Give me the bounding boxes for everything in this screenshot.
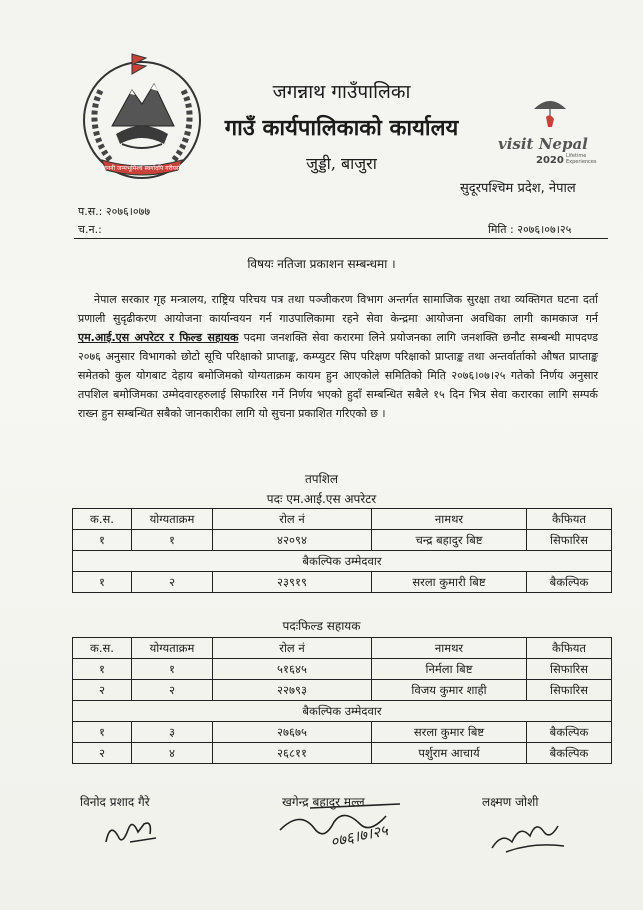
visit-year: 2020 [536,155,564,166]
alternate-heading-row [73,701,612,722]
table-row [73,659,612,680]
cell-rank: २ [132,680,213,701]
cell-sn: १ [73,659,132,680]
ref-chalani-number: च.न.: [78,223,102,236]
signatory-center-name: खगेन्द्र बहादुर मल्ल [282,795,365,809]
signatory-left-name: विनोद प्रशाद गैरे [80,795,150,809]
col-header-rank: योग्यताक्रम [132,509,213,530]
cell-rank: ३ [132,722,213,743]
cell-rank: १ [132,530,213,551]
umbrella-icon [530,95,570,129]
cell-name: सरला कुमारी बिष्ट [372,572,527,593]
visit-tagline: Lifetime Experiences [566,153,597,165]
notice-body-part2: पदमा जनशक्ति सेवा करारमा लिने प्रयोजनका लागि जनशक्ति छनौट सम्बन्धी मापदण्ड २०७६ अनुसार विभागको छोटो सूचि परिक्षाको प्राप्ताङ्क, कम्प्युटर सिप परिक्षण परिक्षाको प्राप्ताङ्क तथा अन्तर्वार्ताको औषत प्राप्ताङ्क समेतको कुल योगबाट देहाय बमोजिमको योग्यताक्रम कायम हुन आएकोले समितिको मिति २०७६।०७।२५ गतेको निर्णय अनुसार तपशिल बमोजिमका उम्मेदवारहरुलाई सिफारिस गर्ने निर्णय भएको हुदाँ सम्बन्धित सबैले १५ दिन भित्र सेवा करारका लागि सम्पर्क राख्न हुन सम्बन्धित सबैको जानकारीका लागि यो सुचना प्रकाशित गरिएको छ । [78,331,598,420]
cell-sn: २ [73,680,132,701]
office-name: गाउँ कार्यपालिकाको कार्यालय [224,115,459,141]
municipality-name: जगन्नाथ गाउँपालिका [272,81,411,103]
cell-sn: १ [73,722,132,743]
cell-sn: २ [73,743,132,764]
table-header-row [73,509,612,530]
cell-roll: ५१६४५ [213,659,372,680]
cell-remarks: बैकल्पिक [527,743,612,764]
cell-roll: २६८११ [213,743,372,764]
ref-date: मिति : २०७६।०७।२५ [488,223,572,236]
table-row [73,722,612,743]
cell-name: विजय कुमार शाही [372,680,527,701]
cell-name: निर्मला बिष्ट [372,659,527,680]
cell-roll: ४२०९४ [213,530,372,551]
alternate-heading: बैकल्पिक उम्मेदवार [73,551,612,572]
col-header-sn: क.स. [73,638,132,659]
col-header-remarks: कैफियत [527,638,612,659]
col-header-remarks: कैफियत [527,509,612,530]
notice-body-highlight: एम.आई.एस अपरेटर र फिल्ड सहायक [78,331,239,344]
col-header-roll: रोल नं [213,509,372,530]
signature-left-icon [100,812,170,852]
visit-nepal-label: visit Nepal [498,135,588,153]
alternate-heading-row [73,551,612,572]
subject-line: विषयः नतिजा प्रकाशन सम्बन्धमा । [247,257,396,271]
cell-name: सरला कुमार बिष्ट [372,722,527,743]
notice-body-part1: नेपाल सरकार गृह मन्त्रालय, राष्ट्रिय परिचय पत्र तथा पञ्जीकरण विभाग अन्तर्गत सामाजिक सुरक्षा तथा व्यक्तिगत घटना दर्ता प्रणाली सुदृढीकरण आयोजना कार्यान्वयन गर्न गाउपालिकामा रहने सेवा केन्द्रमा आयोजना अवधिका लागी कामकाज गर्न [78,293,598,325]
cell-remarks: बैकल्पिक [527,722,612,743]
col-header-name: नामथर [372,638,527,659]
office-location: जुड्डी, बाजुरा [306,154,377,173]
cell-rank: २ [132,572,213,593]
emblem-caption: जननी जन्मभूमिश्च स्वर्गादपि गरीयसी [102,165,182,172]
alternate-heading: बैकल्पिक उम्मेदवार [73,701,612,722]
province-name: सुदूरपश्चिम प्रदेश, नेपाल [460,181,576,196]
col-header-roll: रोल नं [213,638,372,659]
cell-roll: २७६७५ [213,722,372,743]
header-rule [74,238,608,239]
table-header-row [73,638,612,659]
table-field-assistant [72,637,612,764]
visit-nepal-logo [490,95,610,175]
cell-roll: २२७९३ [213,680,372,701]
table2-post-title: पदःफिल्ड सहायक [282,619,361,633]
table-mis-operator [72,508,612,593]
cell-name: पर्शुराम आचार्य [372,743,527,764]
cell-sn: १ [73,530,132,551]
table-row [73,680,612,701]
notice-body [78,290,598,423]
cell-sn: १ [73,572,132,593]
col-header-sn: क.स. [73,509,132,530]
table1-post-title: पदः एम.आई.एस अपरेटर [266,492,377,506]
visit-nepal-text [498,135,588,153]
cell-roll: २३९१९ [213,572,372,593]
cell-remarks: सिफारिस [527,659,612,680]
table-row [73,530,612,551]
cell-name: चन्द्र बहादुर बिष्ट [372,530,527,551]
signatory-right-name: लक्ष्मण जोशी [482,795,539,809]
signature-center-date: ०७६।७।२५ [328,821,390,851]
cell-remarks: सिफारिस [527,530,612,551]
cell-rank: १ [132,659,213,680]
col-header-rank: योग्यताक्रम [132,638,213,659]
cell-remarks: बैकल्पिक [527,572,612,593]
col-header-name: नामथर [372,509,527,530]
cell-rank: ४ [132,743,213,764]
tapashil-heading: तपशिल [304,472,339,486]
signature-right-icon [486,812,576,856]
table-row [73,572,612,593]
cell-remarks: सिफारिस [527,680,612,701]
table-row [73,743,612,764]
ref-patra-sankhya: प.स.: २०७६।०७७ [78,205,151,218]
